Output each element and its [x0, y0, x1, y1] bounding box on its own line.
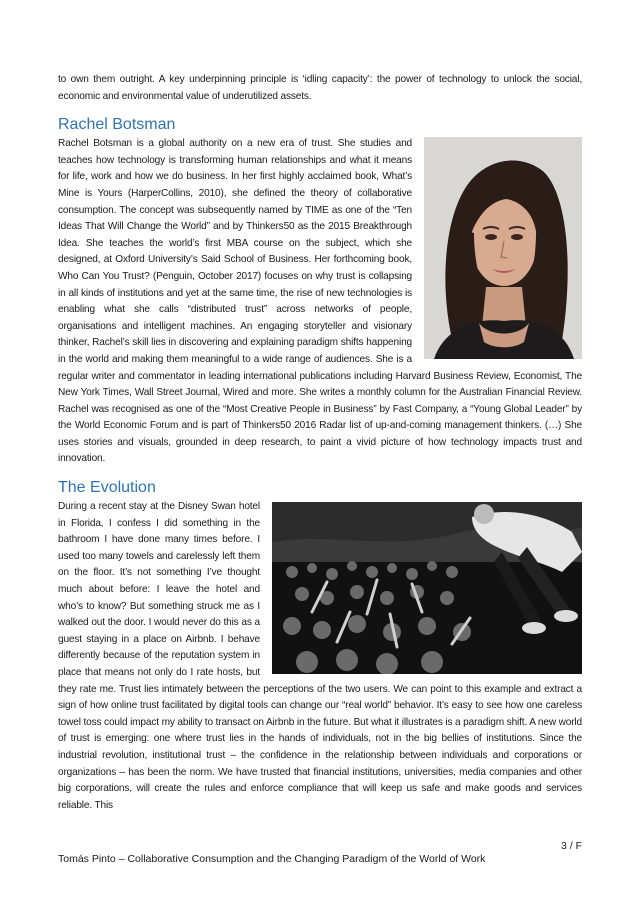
crowd-surfing-photo	[272, 502, 582, 674]
section-heading-rachel-botsman: Rachel Botsman	[58, 116, 176, 134]
section-body-rachel-botsman: Rachel Botsman is a global authority on a new era of trust. She studies and teaches how technology is transforming human relationships and what it means for life, work and how we do business. In her first highly acclaimed book, What’s Mine is Yours (HarperCollins, 2010), she defined the theory of collaborative consumption. The concept was subsequently named by TIME as one of the “Ten Ideas That Will Change the World” and by Thinkers50 as the 2015 Breakthrough Idea. She teaches the world’s first MBA course on the subject, which she designed, at Oxford University’s Said School of Business. Her forthcoming book, Who Can You Trust? (Penguin, October 2017) focuses on why trust is collapsing in all kinds of institutions and yet at the same time, the rise of new technologies is enabling what she calls “distributed trust” across networks of people, organisations and intelligent machines. An engaging storyteller and visionary thinker, Rachel’s skill lies in discovering and explaining paradigm shifts happening in the world and making them meaningful to a wide range of audiences. She is a regular writer and commentator in leading international publications including Harvard Business Review, Economist, The New York Times, Wall Street Journal, Wired and more. She writes a monthly column for the Australian Financial Review. Rachel was recognised as one of the “Most Creative People in Business” by Fast Company, a “Young Global Leader” by the World Economic Forum and is part of Thinkers50 2016 Radar list of up-and-coming management thinkers. (…) She uses stories and visuals, grounded in deep research, to paint a vivid picture of how technology impacts trust and innovation.	[58, 138, 582, 465]
page-number: 3 / F	[560, 840, 582, 852]
page-footer: Tomás Pinto – Collaborative Consumption and the Changing Paradigm of the World of Work	[58, 853, 486, 865]
portrait-illustration	[424, 137, 582, 359]
portrait-photo	[424, 137, 582, 359]
crowd-illustration	[272, 502, 582, 674]
section-the-evolution	[58, 478, 582, 814]
section-heading-the-evolution: The Evolution	[58, 479, 156, 497]
page-content	[58, 72, 582, 814]
section-body-the-evolution: During a recent stay at the Disney Swan hotel in Florida, I confess I did something in the bathroom I have done many times before. I used too many towels and carelessly left them on the floor. It’s not something I’ve thought much about before: I leave the hotel and who’s to know? But something struck me as I walked out the door. I would never do this as a guest staying in a place on Airbnb. I behave differently because of the reputation system in place that means not only do I rate hosts, but they rate me. Trust lies intimately between the perceptions of the two users. We can point to this example and extract a sign of how online trust facilitated by digital tools can change our “real world” behavior. It’s easy to see how one careless towel toss could impact my ability to transact on Airbnb in the future. But what it illustrates is a paradigm shift. A new world of trust is emerging: one where trust lies in the hands of individuals, not in the big bellies of institutions. Since the industrial revolution, institutional trust – the confidence in the relationship between individuals and corporations or organizations – has been the norm. We have trusted that financial institutions, universities, media companies and other big corporations, will create the rules and enforce compliance that will keep us safe and make goods and services reliable. This	[58, 501, 582, 811]
section-rachel-botsman	[58, 115, 582, 468]
intro-paragraph: to own them outright. A key underpinning principle is ‘idling capacity’: the power of technology to unlock the social, economic and environmental value of underutilized assets.	[58, 74, 582, 102]
